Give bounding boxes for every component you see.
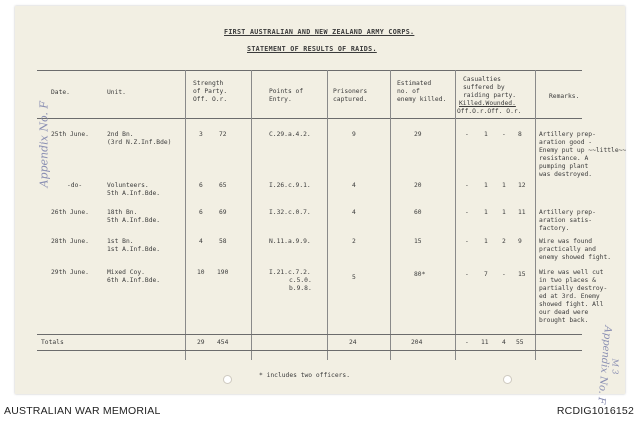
column-divider [455,70,456,360]
header-date: Date. [51,89,70,96]
footer-reference: RCDIG1016152 [556,405,634,417]
header-casualty-sub: Off.O.r.Off. O.r. [457,108,522,115]
row-strength-or: 190 [217,269,229,276]
column-divider [535,70,536,360]
header-casualties: raiding party. [463,92,517,99]
totals-off: 29 [197,339,205,346]
row-unit: Mixed Coy. [107,269,145,276]
totals-or: 454 [217,339,229,346]
row-killed-off: - [465,238,469,245]
row-remarks: partially destroy- [539,285,608,292]
header-casualties: suffered by [463,84,505,91]
header-strength: of Party. [193,88,228,95]
row-killed-or: 1 [484,209,488,216]
row-killed-or: 1 [484,238,488,245]
row-points: I.26.c.9.1. [269,182,311,189]
row-killed-or: 1 [484,131,488,138]
row-killed-or: 7 [484,271,488,278]
row-remarks: resistance. A [539,155,589,162]
header-casualty-cols: Killed.Wounded. [459,100,516,107]
row-prisoners: 5 [352,274,356,281]
row-wounded-or: 9 [518,238,522,245]
row-points: c.5.0. [289,277,312,284]
row-remarks: was destroyed. [539,171,593,178]
header-killed: no. of [397,88,420,95]
header-points: Points of [269,88,304,95]
row-strength-off: 4 [199,238,203,245]
row-remarks: enemy showed fight. [539,254,612,261]
row-date: 29th June. [51,269,89,276]
row-strength-off: 6 [199,209,203,216]
row-unit: 5th A.Inf.Bde. [107,217,161,224]
header-prisoners: captured. [333,96,368,103]
punch-hole [223,375,232,384]
row-remarks: in two places & [539,277,596,284]
header-strength: Off. O.r. [193,96,228,103]
row-wounded-off: - [502,131,506,138]
row-wounded-off: - [502,271,506,278]
column-divider [327,70,328,360]
row-strength-or: 72 [219,131,227,138]
row-unit: 18th Bn. [107,209,138,216]
row-strength-or: 65 [219,182,227,189]
header-strength: Strength [193,80,224,87]
row-remarks: ed at 3rd. Enemy [539,293,600,300]
totals-top-rule [37,334,582,335]
row-prisoners: 2 [352,238,356,245]
row-strength-or: 58 [219,238,227,245]
totals-bottom-rule [37,350,582,351]
punch-hole [503,375,512,384]
header-prisoners: Prisoners [333,88,368,95]
row-wounded-or: 8 [518,131,522,138]
row-prisoners: 4 [352,182,356,189]
totals-killed-off: - [465,339,469,346]
row-unit: 2nd Bn. [107,131,134,138]
totals-wounded-off: 4 [502,339,506,346]
row-killed-off: - [465,271,469,278]
row-killed: 15 [414,238,422,245]
handwritten-appendix-right: Appendix No. F [595,325,614,405]
totals-label: Totals [41,339,64,346]
row-remarks: Artillery prep- [539,209,596,216]
totals-wounded-or: 55 [516,339,524,346]
row-unit: 1st Bn. [107,238,134,245]
row-unit: (3rd N.Z.Inf.Bde) [107,139,172,146]
totals-prisoners: 24 [349,339,357,346]
row-killed: 60 [414,209,422,216]
row-wounded-or: 11 [518,209,526,216]
document-title: FIRST AUSTRALIAN AND NEW ZEALAND ARMY CORPS. [224,28,415,36]
row-remarks: Wire was well cut [539,269,604,276]
column-divider [390,70,391,360]
row-wounded-or: 12 [518,182,526,189]
row-prisoners: 4 [352,209,356,216]
row-wounded-or: 15 [518,271,526,278]
row-date: 26th June. [51,209,89,216]
handwritten-appendix-left: Appendix No. F [37,100,51,188]
header-top-rule [37,70,582,71]
document-subtitle: STATEMENT OF RESULTS OF RAIDS. [247,45,377,53]
row-remarks: Artillery prep- [539,131,596,138]
row-killed-off: - [465,209,469,216]
row-remarks: our dead were [539,309,589,316]
row-strength-off: 6 [199,182,203,189]
row-unit: Volunteers. [107,182,149,189]
handwritten-corner-mark: M 3 [610,358,620,375]
row-remarks: Enemy put up ~~little~~ [539,147,627,154]
row-wounded-off: 2 [502,238,506,245]
document-page [15,6,627,405]
row-wounded-off: 1 [502,182,506,189]
row-remarks: aration good - [539,139,593,146]
row-killed-off: - [465,131,469,138]
row-remarks: aration satis- [539,217,593,224]
header-points: Entry. [269,96,292,103]
totals-killed-or: 11 [481,339,489,346]
row-strength-off: 3 [199,131,203,138]
footnote: * includes two officers. [259,372,350,379]
row-date: 28th June. [51,238,89,245]
row-date: 25th June. [51,131,89,138]
totals-killed: 204 [411,339,423,346]
row-remarks: Wire was found [539,238,593,245]
row-date: -do- [67,182,83,189]
row-killed-or: 1 [484,182,488,189]
header-bottom-rule [37,118,582,119]
row-points: C.29.a.4.2. [269,131,311,138]
row-remarks: practically and [539,246,596,253]
header-killed: enemy killed. [397,96,447,103]
row-unit: 6th A.Inf.Bde. [107,277,161,284]
row-strength-off: 10 [197,269,205,276]
row-points: N.11.a.9.9. [269,238,311,245]
row-killed: 29 [414,131,422,138]
column-divider [251,70,252,360]
header-killed: Estimated [397,80,432,87]
row-killed-off: - [465,182,469,189]
header-unit: Unit. [107,89,126,96]
row-prisoners: 9 [352,131,356,138]
row-remarks: factory. [539,225,570,232]
row-points: I.32.c.0.7. [269,209,311,216]
row-remarks: pumping plant [539,163,589,170]
row-remarks: showed fight. All [539,301,604,308]
row-killed: 20 [414,182,422,189]
header-remarks: Remarks. [549,93,580,100]
row-points: b.9.8. [289,285,312,292]
footer-institution: AUSTRALIAN WAR MEMORIAL [4,405,161,417]
column-divider [185,70,186,360]
row-unit: 1st A.Inf.Bde. [107,246,161,253]
row-remarks: brought back. [539,317,589,324]
row-unit: 5th A.Inf.Bde. [107,190,161,197]
header-casualties: Casualties [463,76,501,83]
row-points: I.21.c.7.2. [269,269,311,276]
row-wounded-off: 1 [502,209,506,216]
row-strength-or: 69 [219,209,227,216]
row-killed: 80* [414,271,426,278]
